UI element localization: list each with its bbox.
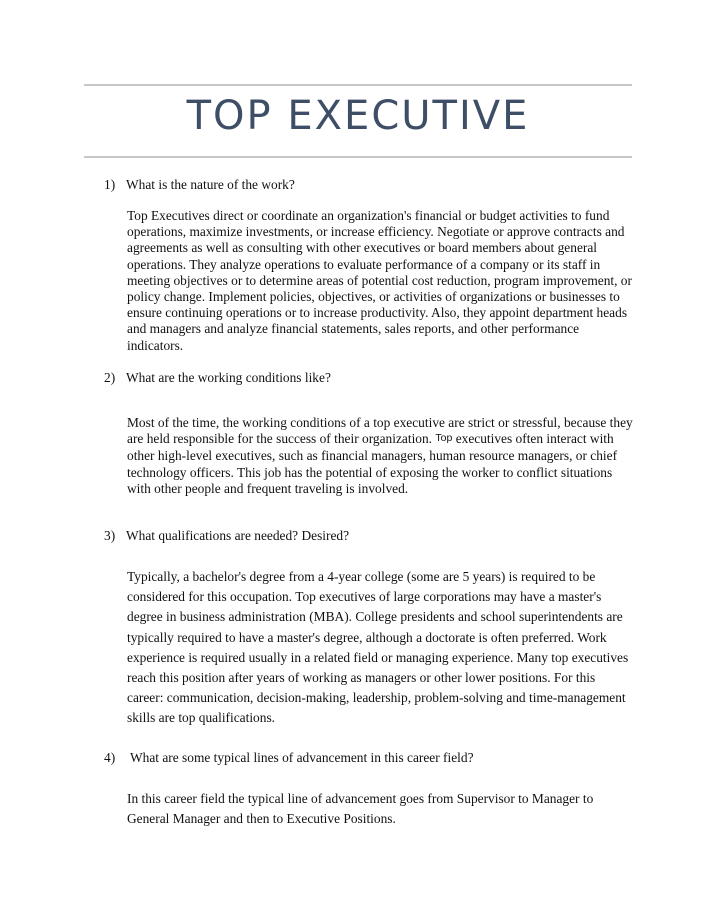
question-text: What qualifications are needed? Desired? — [126, 528, 350, 543]
question-text: What are some typical lines of advancement in this career field? — [130, 750, 474, 765]
question-number: 1) — [104, 177, 116, 192]
answer-3: Typically, a bachelor's degree from a 4-year college (some are 5 years) is required to be considered for this occupation. Top executives of large corporations may have a master's degree in business administration (MBA). College presidents and school superintendents are typically required to have a master's degree, although a doctorate is often preferred. Work experience is required usually in a related field or managing experience. Many top executives reach this position after years of working as managers or other lower positions. For this career: communication, decision-making, leadership, problem-solving and time-management skills are top qualifications. — [127, 569, 629, 726]
question-number: 4) — [104, 750, 116, 765]
question-text: What is the nature of the work? — [126, 177, 295, 192]
answer-text: Most of the time, the working conditions of a top executive are strict or stressful, because they are held responsible for the success of their organization. — [127, 415, 633, 447]
question-2 — [104, 370, 644, 386]
answer-4: In this career field the typical line of advancement goes from Supervisor to Manager to General Manager and then to Executive Positions. — [127, 791, 594, 827]
answer-text: executives often interact with other high-level executives, such as financial managers, human resource managers, or chief technology officers. This job has the potential of exposing the worker to conflict situations with other people and frequent traveling is involved. — [127, 431, 618, 496]
inline-small-text: Top — [435, 432, 453, 445]
question-number: 2) — [104, 370, 116, 385]
page-title: TOP EXECUTIVE — [186, 93, 530, 139]
question-number: 3) — [104, 528, 116, 543]
question-1 — [104, 177, 644, 193]
answer-2 — [127, 415, 633, 497]
answer-1: Top Executives direct or coordinate an organization's financial or budget activities to fund operations, maximize investments, or increase efficiency. Negotiate or approve contracts and agreements as well as consulting with other executives or board members about general operations. They analyze operations to evaluate performance of a company or its staff in meeting objectives or to determine areas of potential cost reduction, program improvement, or policy change. Implement policies, objectives, or activities of organizations or businesses to ensure continuing operations or to increase productivity. Also, they appoint department heads and managers and analyze financial statements, sales reports, and other performance indicators. — [127, 208, 632, 353]
title-banner — [84, 84, 632, 158]
question-text: What are the working conditions like? — [126, 370, 331, 385]
question-4 — [104, 750, 644, 766]
question-3 — [104, 528, 644, 544]
